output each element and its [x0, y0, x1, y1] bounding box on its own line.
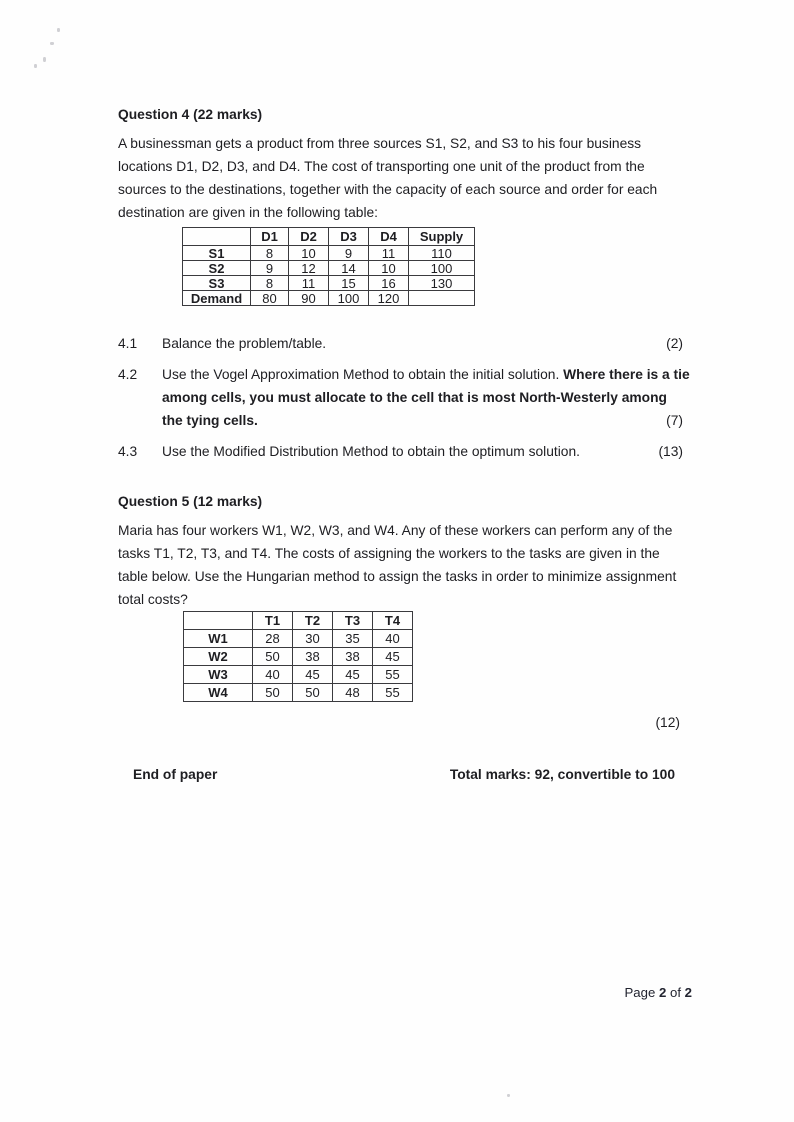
table-cell: 15 — [329, 276, 369, 291]
table-cell: 10 — [369, 261, 409, 276]
table-cell: 100 — [329, 291, 369, 306]
question5-marks-row — [118, 711, 691, 734]
table-cell: 10 — [289, 246, 329, 261]
table-row — [183, 291, 475, 306]
marks-label: (7) — [666, 413, 683, 428]
table-cell: 38 — [293, 648, 333, 666]
table-cell: 14 — [329, 261, 369, 276]
column-header: D4 — [369, 228, 409, 246]
column-header: Supply — [409, 228, 475, 246]
subquestion-number: 4.3 — [118, 444, 138, 459]
subquestion-body — [162, 440, 691, 463]
table-cell: 130 — [409, 276, 475, 291]
table-cell: 12 — [289, 261, 329, 276]
question4-heading: Question 4 (22 marks) — [118, 107, 263, 122]
table-cell: 30 — [293, 630, 333, 648]
table-cell: 45 — [373, 648, 413, 666]
row-label: Demand — [183, 291, 251, 306]
table-cell: 45 — [333, 666, 373, 684]
question5-heading: Question 5 (12 marks) — [118, 494, 263, 509]
table-cell: 8 — [251, 276, 289, 291]
end-of-paper-label: End of paper — [133, 767, 218, 782]
scan-speck — [57, 28, 60, 32]
table-cell: 40 — [253, 666, 293, 684]
column-header: T4 — [373, 612, 413, 630]
subquestion-4-3 — [118, 440, 691, 463]
table-cell: 9 — [251, 261, 289, 276]
page-footer-current: 2 — [658, 985, 667, 1000]
subquestion-4-2 — [118, 363, 691, 432]
scan-speck — [50, 42, 54, 45]
header-row — [183, 228, 475, 246]
table-row — [184, 684, 413, 702]
scan-speck — [34, 64, 37, 68]
table-row — [183, 246, 475, 261]
row-label: S2 — [183, 261, 251, 276]
table-cell: 28 — [253, 630, 293, 648]
subquestion-text: Balance the problem/table. — [162, 336, 327, 351]
column-header: D2 — [289, 228, 329, 246]
row-label: W4 — [184, 684, 253, 702]
row-label: W1 — [184, 630, 253, 648]
page-footer-prefix: Page — [624, 985, 656, 1000]
table-cell: 50 — [253, 648, 293, 666]
table-cell: 50 — [253, 684, 293, 702]
table-cell: 16 — [369, 276, 409, 291]
table-cell: 50 — [293, 684, 333, 702]
table-row — [183, 261, 475, 276]
marks-label: (2) — [666, 336, 683, 351]
table-cell: 11 — [369, 246, 409, 261]
table-cell: 48 — [333, 684, 373, 702]
table-row — [183, 276, 475, 291]
column-header: D3 — [329, 228, 369, 246]
table-cell: 55 — [373, 666, 413, 684]
closing-row — [118, 763, 691, 786]
table-cell: 55 — [373, 684, 413, 702]
column-header — [183, 228, 251, 246]
table-cell: 38 — [333, 648, 373, 666]
table-cell: 40 — [373, 630, 413, 648]
subquestion-number: 4.2 — [118, 367, 138, 382]
row-label: W3 — [184, 666, 253, 684]
subquestion-text: Use the Modified Distribution Method to obtain the optimum solution. — [162, 444, 580, 459]
table-row — [184, 648, 413, 666]
scan-speck — [43, 57, 46, 62]
table-cell: 9 — [329, 246, 369, 261]
subquestion-number: 4.1 — [118, 336, 138, 351]
column-header: D1 — [251, 228, 289, 246]
question5-intro: Maria has four workers W1, W2, W3, and W4. Any of these workers can perform any of the tasks T1, T2, T3, and T4. The costs of assigning the workers to the tasks are given in the table below. Use the Hungarian method to assign the tasks in order to minimize assignment total costs? — [118, 523, 677, 607]
row-label: S3 — [183, 276, 251, 291]
table-cell — [409, 291, 475, 306]
column-header: T3 — [333, 612, 373, 630]
table-row — [184, 630, 413, 648]
table-row — [184, 666, 413, 684]
table-cell: 100 — [409, 261, 475, 276]
scan-speck — [507, 1094, 510, 1097]
assignment-cost-table — [183, 611, 413, 702]
marks-label: (12) — [655, 715, 680, 730]
page-footer-total: 2 — [684, 985, 692, 1000]
question4-subquestions — [118, 332, 691, 463]
total-marks-label: Total marks: 92, convertible to 100 — [449, 767, 675, 782]
row-label: S1 — [183, 246, 251, 261]
page-number-footer — [624, 984, 692, 1002]
subquestion-4-1 — [118, 332, 691, 355]
table-cell: 120 — [369, 291, 409, 306]
page-content — [118, 0, 691, 786]
subquestion-body — [162, 363, 691, 432]
transportation-cost-table — [182, 227, 475, 306]
marks-label: (13) — [658, 444, 683, 459]
column-header: T2 — [293, 612, 333, 630]
table-cell: 90 — [289, 291, 329, 306]
subquestion-text: Use the Vogel Approximation Method to obtain the initial solution. — [162, 367, 564, 382]
table-cell: 110 — [409, 246, 475, 261]
table-cell: 80 — [251, 291, 289, 306]
row-label: W2 — [184, 648, 253, 666]
column-header: T1 — [253, 612, 293, 630]
page-footer-separator: of — [669, 985, 681, 1000]
subquestion-bold-text: Where there is a tie among cells, you must allocate to the cell that is most North-Westerly among the tying cells. — [162, 367, 690, 428]
question4-intro: A businessman gets a product from three sources S1, S2, and S3 to his four business locations D1, D2, D3, and D4. The cost of transporting one unit of the product from the sources to the destinations, together with the capacity of each source and order for each destination are given in the following table: — [118, 136, 658, 220]
table-cell: 8 — [251, 246, 289, 261]
table-cell: 35 — [333, 630, 373, 648]
table-cell: 11 — [289, 276, 329, 291]
subquestion-body — [162, 332, 691, 355]
column-header — [184, 612, 253, 630]
header-row — [184, 612, 413, 630]
table-cell: 45 — [293, 666, 333, 684]
